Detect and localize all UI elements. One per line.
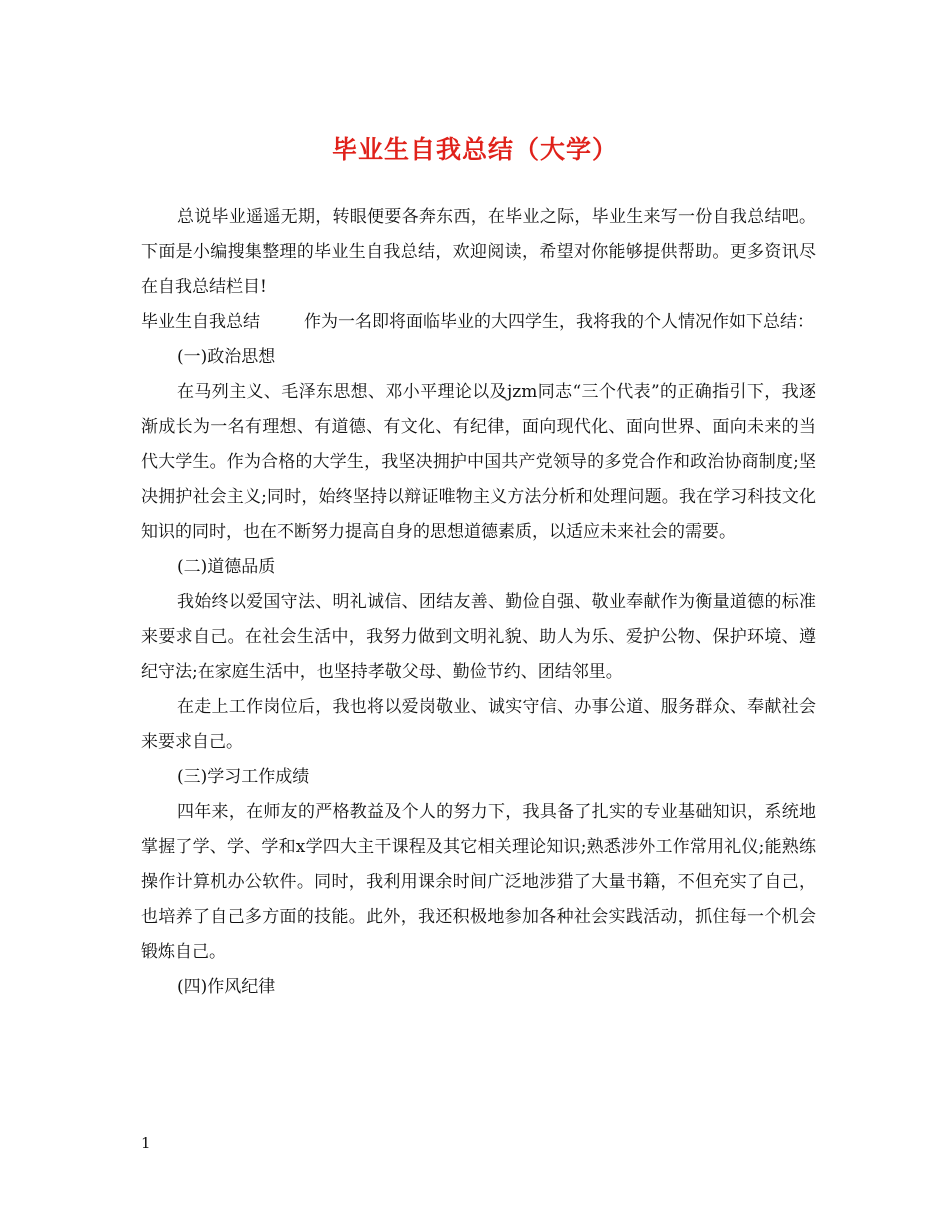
document-body [141,200,816,1005]
section-heading-discipline: (四)作风纪律 [177,977,276,997]
lead-paragraph [141,305,816,340]
page-number: 1 [141,1134,151,1152]
section-heading-politics: (一)政治思想 [177,347,276,367]
lead-text: 作为一名即将面临毕业的大四学生，我将我的个人情况作如下总结： [304,312,814,332]
section-paragraph-morality-1: 我始终以爱国守法、明礼诚信、团结友善、勤俭自强、敬业奉献作为衡量道德的标准来要求自己。在社会生活中，我努力做到文明礼貌、助人为乐、爱护公物、保护环境、遵纪守法;在家庭生活中，也坚持孝敬父母、勤俭节约、团结邻里。 [141,592,816,682]
section-paragraph-study: 四年来，在师友的严格教益及个人的努力下，我具备了扎实的专业基础知识，系统地掌握了学、学、学和x学四大主干课程及其它相关理论知识;熟悉涉外工作常用礼仪;能熟练操作计算机办公软件。同时，我利用课余时间广泛地涉猎了大量书籍，不但充实了自己，也培养了自己多方面的技能。此外，我还积极地参加各种社会实践活动，抓住每一个机会锻炼自己。 [141,802,816,962]
lead-label: 毕业生自我总结 [141,312,260,332]
document-title: 毕业生自我总结（大学） [331,135,618,164]
intro-paragraph: 总说毕业遥遥无期，转眼便要各奔东西，在毕业之际，毕业生来写一份自我总结吧。下面是小编搜集整理的毕业生自我总结，欢迎阅读，希望对你能够提供帮助。更多资讯尽在自我总结栏目! [141,207,816,297]
section-heading-morality: (二)道德品质 [177,557,276,577]
section-paragraph-politics: 在马列主义、毛泽东思想、邓小平理论以及jzm同志“三个代表”的正确指引下，我逐渐成长为一名有理想、有道德、有文化、有纪律，面向现代化、面向世界、面向未来的当代大学生。作为合格的大学生，我坚决拥护中国共产党领导的多党合作和政治协商制度;坚决拥护社会主义;同时，始终坚持以辩证唯物主义方法分析和处理问题。我在学习科技文化知识的同时，也在不断努力提高自身的思想道德素质，以适应未来社会的需要。 [141,382,816,542]
section-heading-study: (三)学习工作成绩 [177,767,310,787]
section-paragraph-morality-2: 在走上工作岗位后，我也将以爱岗敬业、诚实守信、办事公道、服务群众、奉献社会来要求自己。 [141,697,816,752]
